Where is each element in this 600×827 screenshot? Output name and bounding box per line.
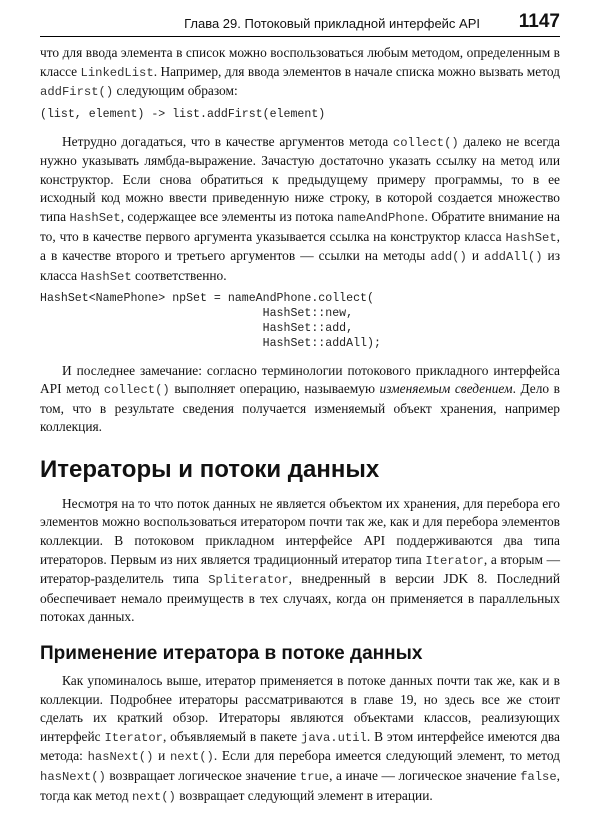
inline-code: collect() (103, 383, 170, 398)
inline-code: next() (131, 789, 176, 804)
inline-code: false (520, 770, 557, 785)
subsection-heading-apply-iterator: Применение итератора в потоке данных (40, 643, 423, 665)
inline-code: add() (430, 250, 467, 265)
inline-code: HashSet (505, 230, 557, 245)
inline-code: HashSet (69, 210, 121, 225)
inline-code: Iterator (425, 553, 484, 568)
paragraph-method-reference: Нетрудно догадаться, что в качестве аргументов метода collect() далеко не всегда нужно указывать лямбда-выражение. Зачастую достаточно указать ссылку на метод или конструктор. Если снова обратиться к предыдущему примеру программы, то в ее исходный код можно ввести приведенную ниже строку, в которой создается множество типа HashSet, содержащее все элементы из потока nameAndPhone. Обратите внимание на то, что в качестве первого аргумента указывается ссылка на конструктор класса HashSet, а в качестве второго и третьего аргументов — ссылки на методы add() и addAll() из класса HashSet соответственно. (40, 133, 560, 284)
running-header (40, 8, 560, 37)
emphasis-term: изменяемым сведением (379, 381, 513, 397)
inline-code: hasNext() (40, 770, 106, 785)
chapter-title: Глава 29. Потоковый прикладной интерфейс API (184, 16, 480, 31)
inline-code: LinkedList (80, 65, 154, 80)
paragraph-apply-iterator: Как упоминалось выше, итератор применяется в потоке данных почти так же, как и в коллекции. Подробнее итераторы рассматриваются в главе 19, но здесь все же стоит сделать их краткий обзор. Итераторы являются объектами классов, реализующих интерфейс Iterator, объявляемый в пакете java.util. В этом интерфейсе имеются два метода: hasNext() и next(). Если для перебора имеется следующий элемент, то метод hasNext() возвращает логическое значение true, а иначе — логическое значение false, тогда как метод next() возвращает следующий элемент в итерации. (40, 673, 560, 804)
code-listing-lambda: (list, element) -> list.addFirst(element) (40, 107, 326, 121)
section-heading-iterators: Итераторы и потоки данных (40, 455, 380, 483)
inline-code: collect() (392, 135, 459, 150)
inline-code: nameAndPhone (336, 210, 425, 225)
page-body (40, 44, 560, 806)
inline-code: Spliterator (208, 573, 289, 588)
inline-code: HashSet (80, 269, 132, 284)
inline-code: true (299, 770, 330, 785)
paragraph-intro: что для ввода элемента в список можно воспользоваться любым методом, определенным в классе LinkedList. Например, для ввода элементов в начале списка можно вызвать метод addFirst() следующим образом: (40, 45, 560, 100)
inline-code: java.util (301, 730, 367, 745)
code-listing-hashset: HashSet<NamePhone> npSet = nameAndPhone.collect( HashSet::new, HashSet::add, HashSet::addAll); (40, 292, 381, 350)
inline-code: hasNext() (87, 750, 154, 765)
paragraph-mutable-reduction: И последнее замечание: согласно терминологии потокового прикладного интерфейса API метод collect() выполняет операцию, называемую изменяемым сведением. Дело в том, что в результате сведения получается изменяемый объект хранения, например коллекция. (40, 362, 560, 435)
inline-code: addAll() (484, 250, 543, 265)
paragraph-iterators: Несмотря на то что поток данных не является объектом их хранения, для перебора его элементов можно воспользоваться итератором почти так же, как и для перебора элементов коллекции. В потоковом прикладном интерфейсе API поддерживаются два типа итераторов. Первым из них является традиционный итератор типа Iterator, а вторым — итератор-разделитель типа Spliterator, внедренный в версии JDK 8. Последний обеспечивает немало преимуществ в тех случаях, когда он применяется в параллельных потоках данных. (40, 495, 560, 625)
inline-code: next() (169, 750, 214, 765)
page-number: 1147 (518, 11, 560, 32)
inline-code: addFirst() (40, 85, 114, 100)
inline-code: Iterator (104, 730, 163, 745)
